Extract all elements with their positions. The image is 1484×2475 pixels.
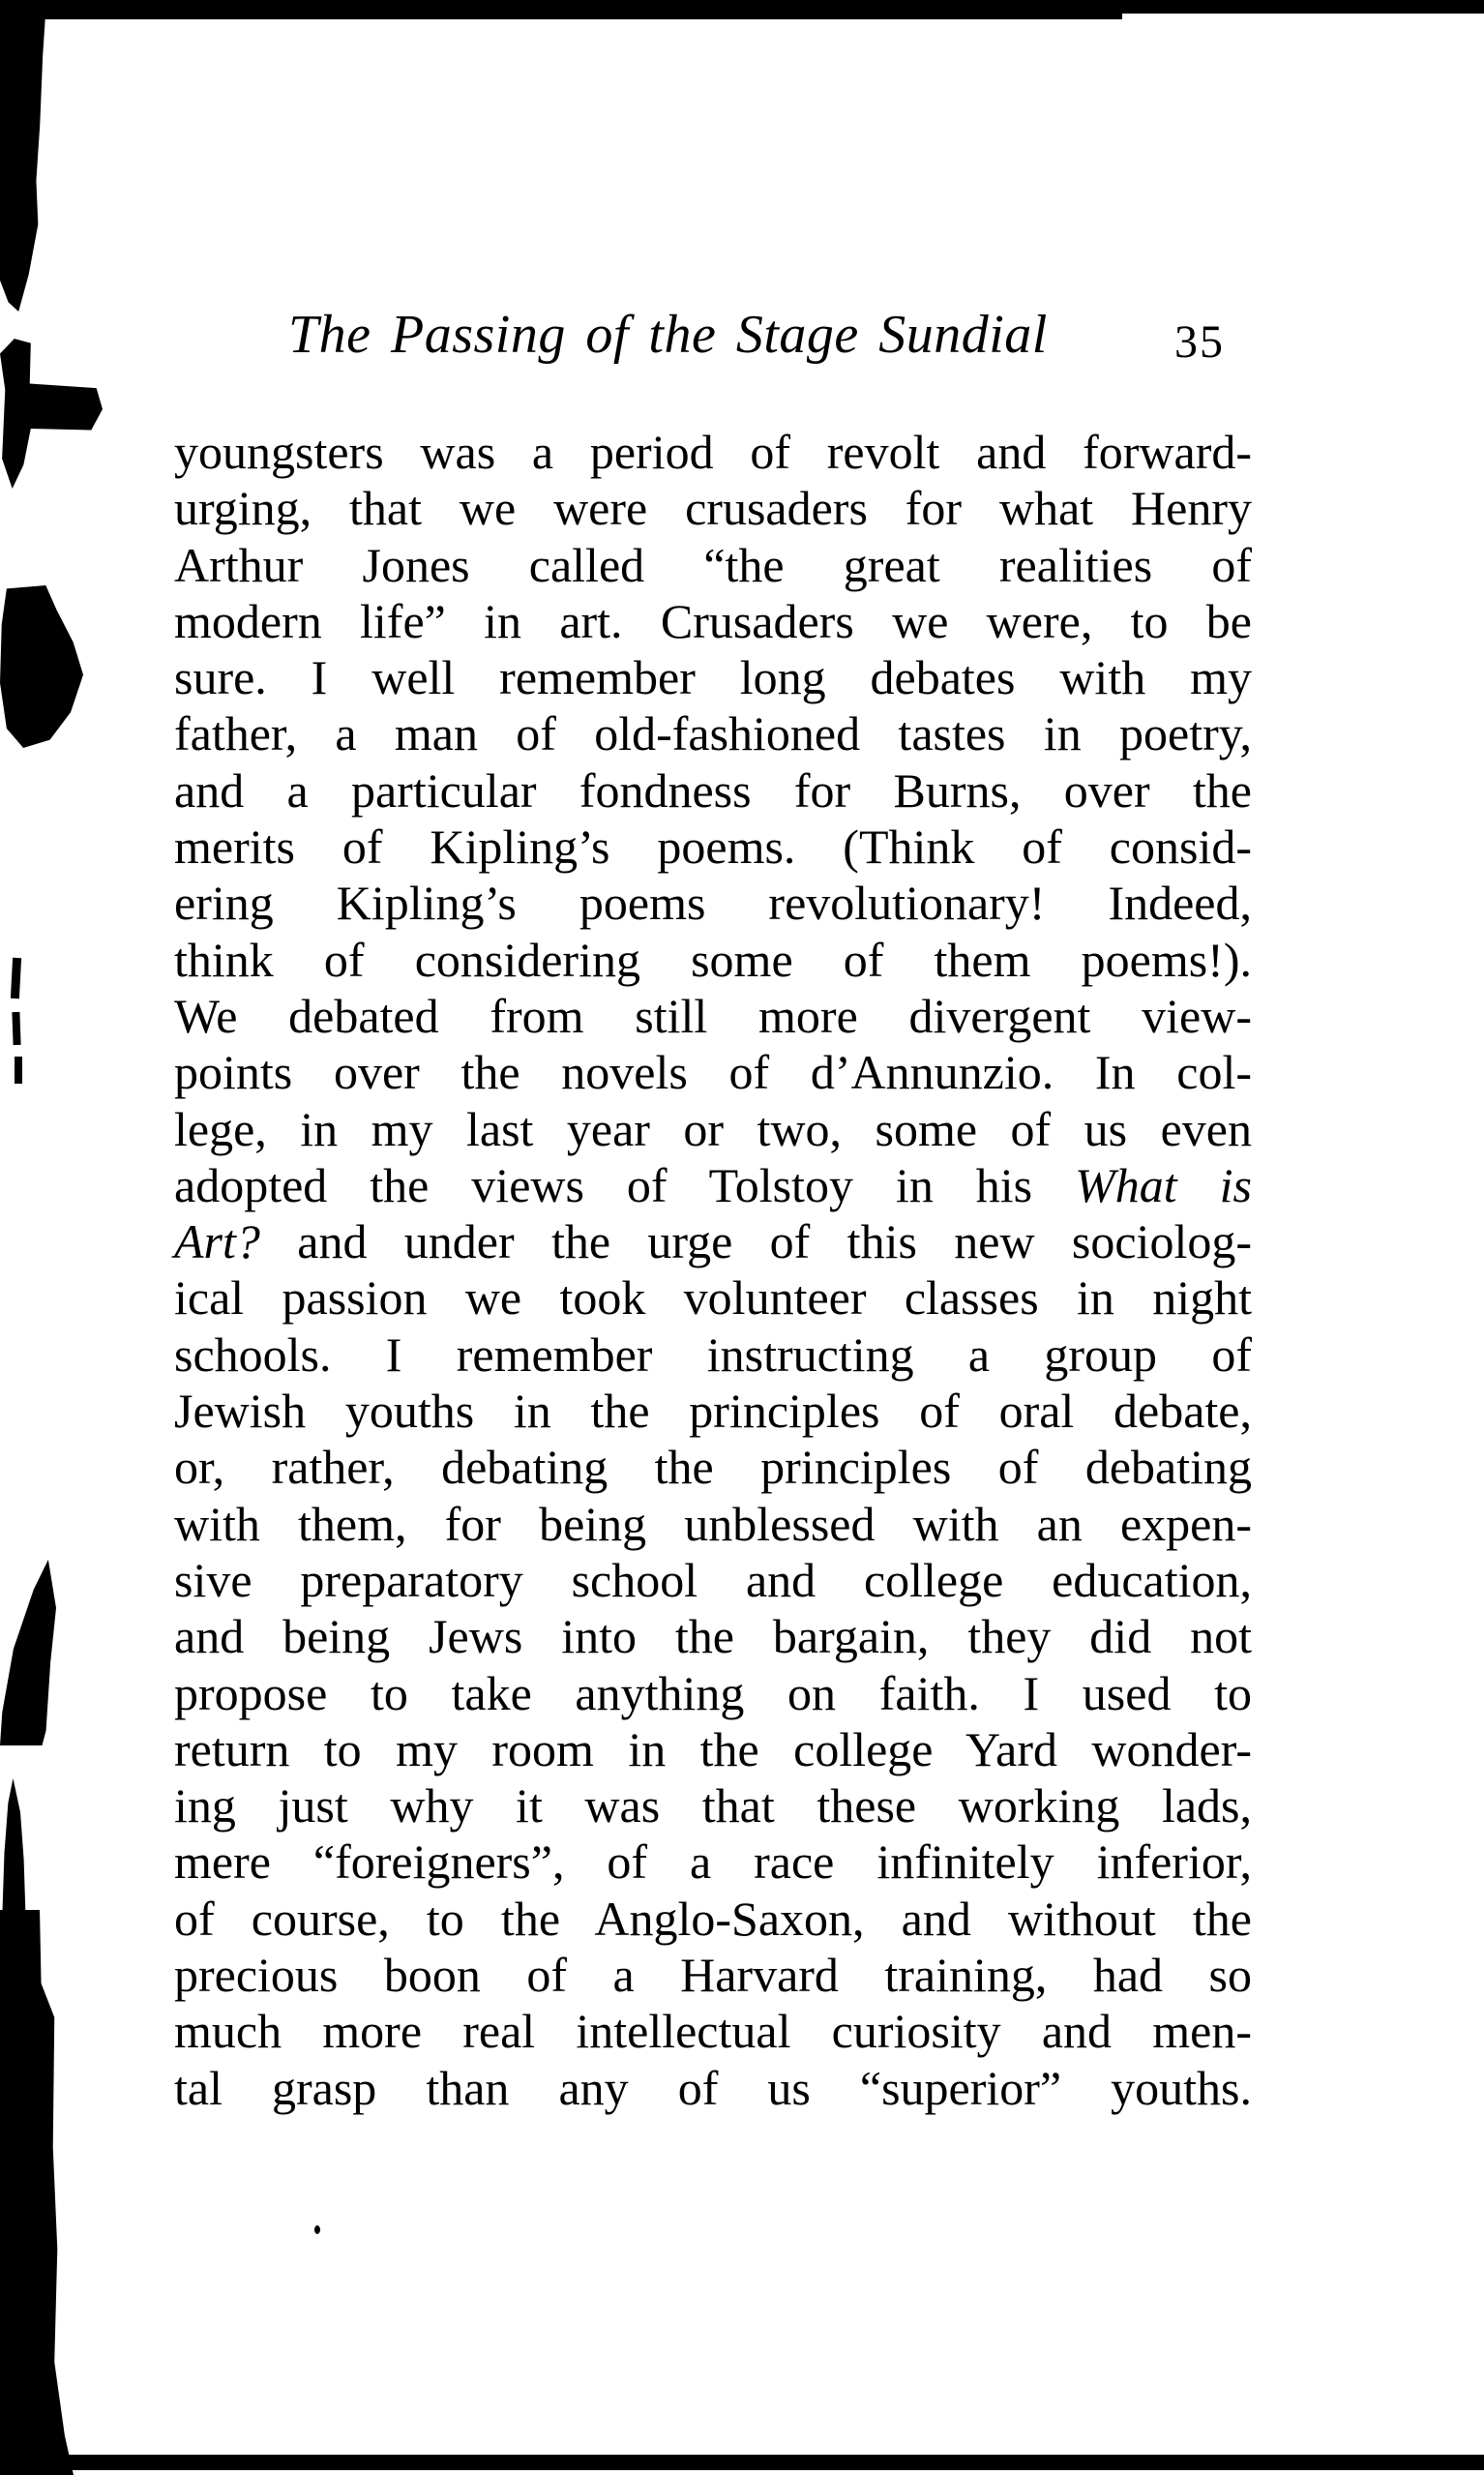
- text-line: [174, 2003, 1252, 2059]
- text-segment: lege, in my last year or two, some of us even: [174, 1101, 1252, 1156]
- text-line: [174, 875, 1252, 931]
- text-segment: with them, for being unblessed with an expen-: [174, 1496, 1252, 1551]
- text-segment: and a particular fondness for Burns, over the: [174, 762, 1252, 818]
- scan-artifact-left-spike: [0, 1778, 29, 1914]
- body-text-block: [174, 424, 1252, 2116]
- text-line: [174, 1496, 1252, 1552]
- text-segment: and being Jews into the bargain, they did not: [174, 1609, 1252, 1664]
- text-segment: adopted the views of Tolstoy in his: [174, 1157, 1076, 1212]
- text-segment: ical passion we took volunteer classes in night: [174, 1270, 1252, 1326]
- text-line: [174, 1947, 1252, 2003]
- text-segment: or, rather, debating the principles of debating: [174, 1440, 1252, 1495]
- text-line: [174, 1721, 1252, 1777]
- text-line: [174, 1213, 1252, 1269]
- text-segment: youngsters was a period of revolt and forward-: [174, 425, 1252, 479]
- text-line: [174, 705, 1252, 761]
- scan-artifact-top-left-blob: [0, 0, 46, 312]
- text-segment: urging, that we were crusaders for what Henry: [174, 481, 1252, 536]
- text-line: [174, 1383, 1252, 1439]
- text-line: [174, 480, 1252, 536]
- text-line: [174, 424, 1252, 480]
- text-segment: Jewish youths in the principles of oral debate,: [174, 1384, 1252, 1439]
- scan-artifact-left-blob-mid: [0, 585, 83, 748]
- scan-artifact-left-speck-3: [15, 1057, 22, 1084]
- text-line: [174, 2060, 1252, 2116]
- text-segment: much more real intellectual curiosity and men-: [174, 2004, 1252, 2059]
- scan-artifact-top-edge-bar-2: [29, 12, 1122, 19]
- scan-artifact-left-speck-1: [11, 958, 21, 999]
- page-number: 35: [1174, 316, 1225, 368]
- text-line: [174, 593, 1252, 649]
- text-line: [174, 819, 1252, 875]
- text-segment: ering Kipling’s poems revolutionary! Indeed,: [174, 876, 1252, 931]
- text-segment: tal grasp than any of us “superior” youths.: [174, 2060, 1252, 2115]
- scan-artifact-left-triangle: [0, 1560, 56, 1745]
- text-segment: father, a man of old-fashioned tastes in poetry,: [174, 706, 1252, 761]
- text-segment: points over the novels of d’Annunzio. In col-: [174, 1045, 1252, 1100]
- text-segment: propose to take anything on faith. I used to: [174, 1665, 1252, 1720]
- text-segment: modern life” in art. Crusaders we were, to be: [174, 593, 1252, 648]
- text-line: [174, 1777, 1252, 1834]
- text-line: [174, 1044, 1252, 1100]
- scan-artifact-bottom-edge-bar: [48, 2455, 1484, 2470]
- text-line: [174, 649, 1252, 705]
- text-line: [174, 1891, 1252, 1947]
- text-segment: sive preparatory school and college education,: [174, 1552, 1252, 1607]
- text-segment: We debated from still more divergent view-: [174, 988, 1252, 1043]
- text-line: [174, 762, 1252, 819]
- text-line: [174, 1269, 1252, 1326]
- text-segment: think of considering some of them poems!).: [174, 932, 1252, 987]
- scan-artifact-left-blob-upper: [0, 339, 103, 489]
- text-line: [174, 1834, 1252, 1890]
- text-segment: of course, to the Anglo-Saxon, and without the: [174, 1891, 1252, 1946]
- text-line: [174, 1327, 1252, 1383]
- text-segment: Arthur Jones called “the great realities of: [174, 537, 1252, 592]
- text-line: [174, 988, 1252, 1044]
- text-segment-italic: What is: [1075, 1157, 1252, 1212]
- text-segment: precious boon of a Harvard training, had so: [174, 1948, 1252, 2003]
- text-line: [174, 932, 1252, 988]
- text-segment-italic: Art?: [174, 1214, 298, 1269]
- text-segment: ing just why it was that these working lads,: [174, 1778, 1252, 1834]
- running-header-title: The Passing of the Stage Sundial: [288, 305, 1048, 365]
- text-segment: schools. I remember instructing a group of: [174, 1327, 1252, 1382]
- text-line: [174, 537, 1252, 593]
- scan-artifact-left-speck-2: [12, 1012, 20, 1045]
- text-segment: and under the urge of this new sociolog-: [297, 1214, 1252, 1269]
- text-segment: sure. I well remember long debates with my: [174, 650, 1252, 705]
- text-line: [174, 1101, 1252, 1157]
- text-segment: merits of Kipling’s poems. (Think of consid-: [174, 820, 1252, 875]
- text-line: [174, 1439, 1252, 1495]
- text-line: [174, 1552, 1252, 1608]
- scan-artifact-bottom-left-wedge: [0, 1910, 74, 2475]
- scan-artifact-ink-dot: [314, 2225, 320, 2234]
- text-line: [174, 1608, 1252, 1664]
- text-segment: return to my room in the college Yard wonder-: [174, 1721, 1252, 1776]
- text-segment: mere “foreigners”, of a race infinitely inferior,: [174, 1834, 1252, 1890]
- text-line: [174, 1157, 1252, 1213]
- text-line: [174, 1665, 1252, 1721]
